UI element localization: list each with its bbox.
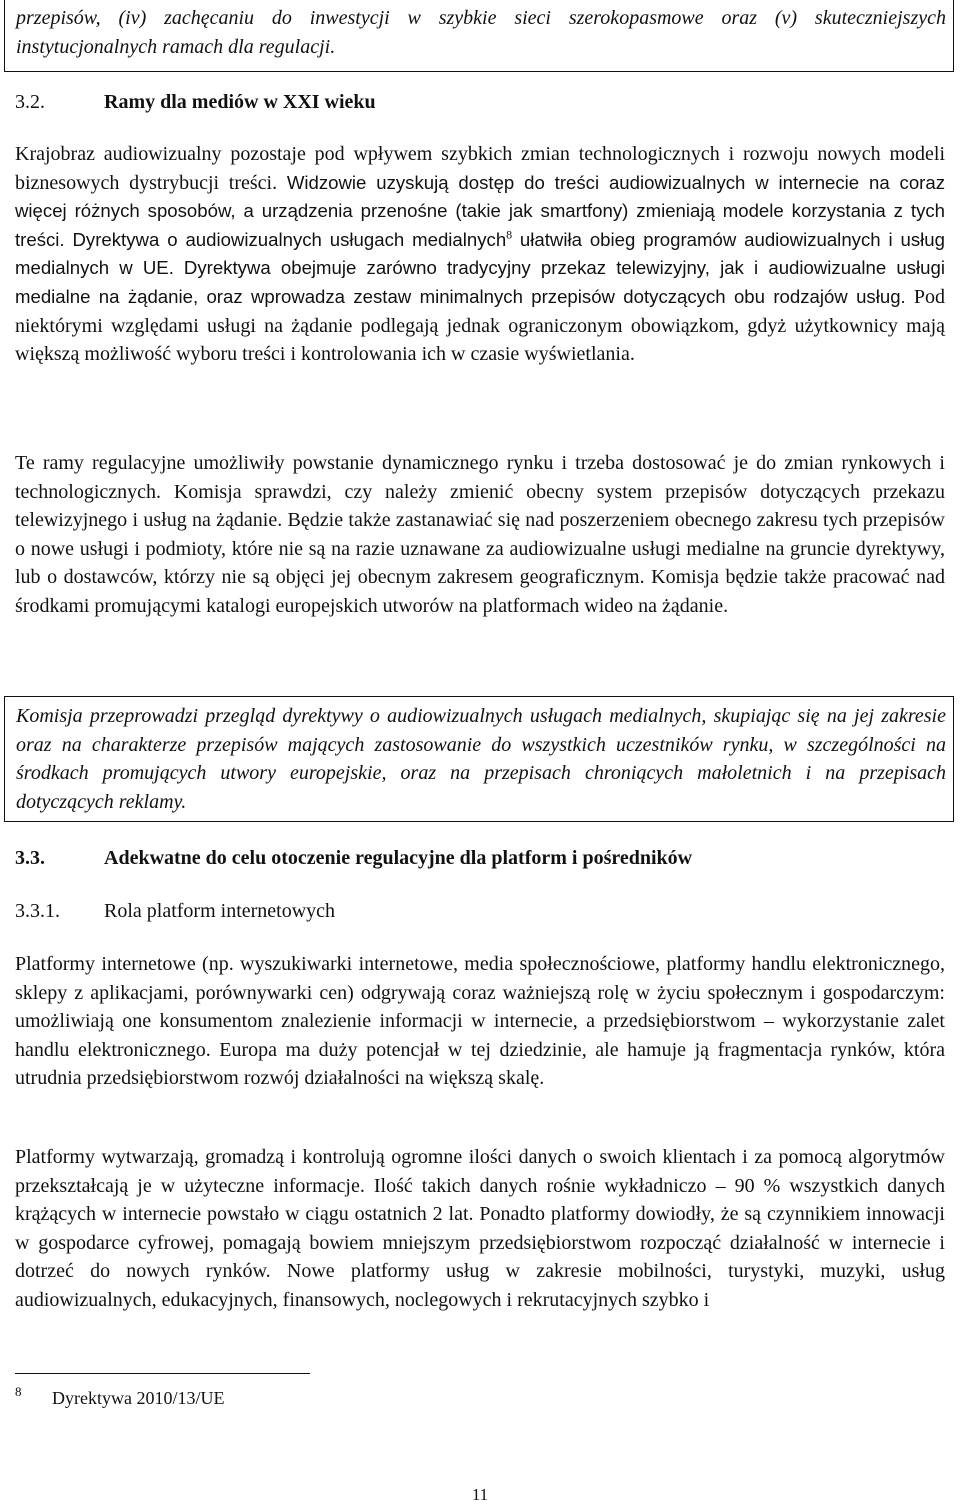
paragraph-text: ułatwiła obieg programów audiowizualnych i usług medialnych w UE.	[15, 228, 945, 279]
paragraph-online-platforms: Platformy internetowe (np. wyszukiwarki internetowe, media społecznościowe, platformy handlu elektronicznego, sklepy z aplikacjami, porównywarki cen) odgrywają coraz ważniejszą rolę w życiu społecznym i gospodarczym: umożliwiają one konsumentom znalezienie informacji w internecie, a przedsiębiorstwom – wykorzystanie zalet handlu elektronicznego. Europa ma duży potencjał w tej dziedzinie, ale hamuje ją fragmentacja rynków, która utrudnia przedsiębiorstwom rozwój działalności na większą skalę.	[15, 953, 945, 1090]
footnote-marker: 8	[15, 1384, 22, 1399]
boxed-commitment	[4, 696, 954, 822]
footnote-text: Dyrektywa 2010/13/UE	[52, 1388, 225, 1408]
paragraph-text: Krajobraz audiowizualny pozostaje pod wpływem szybkich zmian technologicznych i rozwoju nowych modeli biznesowych dystrybucji treści.	[15, 143, 945, 194]
top-boxed-paragraph: przepisów, (iv) zachęcaniu do inwestycji w szybkie sieci szerokopasmowe oraz (v) skuteczniejszych instytucjonalnych ramach dla regulacji.	[16, 7, 946, 58]
footnote-reference: 8	[506, 227, 513, 242]
section-title: Adekwatne do celu otoczenie regulacyjne dla platform i pośredników	[104, 847, 693, 869]
paragraph-regulatory-framework: Te ramy regulacyjne umożliwiły powstanie dynamicznego rynku i trzeba dostosować je do zmian rynkowych i technologicznych. Komisja sprawdzi, czy należy zmienić obecny system przepisów dotyczących przekazu telewizyjnego i usług na żądanie. Będzie także zastanawiać się nad poszerzeniem obecnego zakresu tych przepisów o nowe usługi i podmioty, które nie są na razie uznawane za audiowizualne usługi medialne na gruncie dyrektywy, lub o dostawców, którzy nie są objęci jej obecnym zakresem geograficznym. Komisja będzie także pracować nad środkami promującymi katalogi europejskich utworów na platformach wideo na żądanie.	[15, 452, 945, 617]
section-number: 3.2.	[15, 91, 45, 113]
paragraph-platform-data: Platformy wytwarzają, gromadzą i kontrolują ogromne ilości danych o swoich klientach i za pomocą algorytmów przekształcają je w użyteczne informacje. Ilość takich danych rośnie wykładniczo – 90 % wszystkich danych krążących w internecie powstało w ciągu ostatnich 2 lat. Ponadto platformy dowiodły, że są czynnikiem innowacji w gospodarce cyfrowej, pomagają bowiem mniejszym przedsiębiorstwom rozpocząć działalność w internecie i dotrzeć do nowych rynków. Nowe platformy usług w zakresie mobilności, turystyki, muzyki, usług audiowizualnych, edukacyjnych, finansowych, noclegowych i rekrutacyjnych szybko i	[15, 1146, 945, 1311]
boxed-commitment-text: Komisja przeprowadzi przegląd dyrektywy o audiowizualnych usługach medialnych, skupiając się na jej zakresie oraz na charakterze przepisów mających zastosowanie do wszystkich uczestników rynku, w szczególności na środkach promujących utwory europejskie, oraz na przepisach chroniących małoletnich i na przepisach dotyczących reklamy.	[16, 705, 946, 813]
footnote-separator	[15, 1373, 310, 1374]
page-number: 11	[471, 1485, 489, 1504]
paragraph-text: Pod niektórymi względami usługi na żądanie podlegają jednak ograniczonym obowiązkom, gdyż użytkownicy mają większą możliwość wyboru treści i kontrolowania ich w czasie wyświetlania.	[15, 285, 946, 366]
section-title: Rola platform internetowych	[104, 900, 336, 922]
paragraph-text: Dyrektywa obejmuje zarówno tradycyjny przekaz telewizyjny, jak i audiowizualne usługi medialne na żądanie, oraz wprowadza zestaw minimalnych przepisów dotyczących obu rodzajów usług.	[15, 257, 945, 307]
section-number: 3.3.1.	[15, 900, 60, 922]
paragraph-text: Widzowie uzyskują dostęp do treści audiowizualnych w internecie na coraz więcej różnych sposobów, a urządzenia przenośne (takie jak smartfony) zmieniają modele korzystania z tych treści. Dyrektywa o audiowizualnych usługach medialnych	[15, 171, 946, 250]
paragraph-audiovisual-landscape	[15, 140, 945, 369]
top-boxed-text	[4, 0, 954, 72]
section-title: Ramy dla mediów w XXI wieku	[104, 91, 376, 113]
section-number: 3.3.	[15, 847, 45, 869]
